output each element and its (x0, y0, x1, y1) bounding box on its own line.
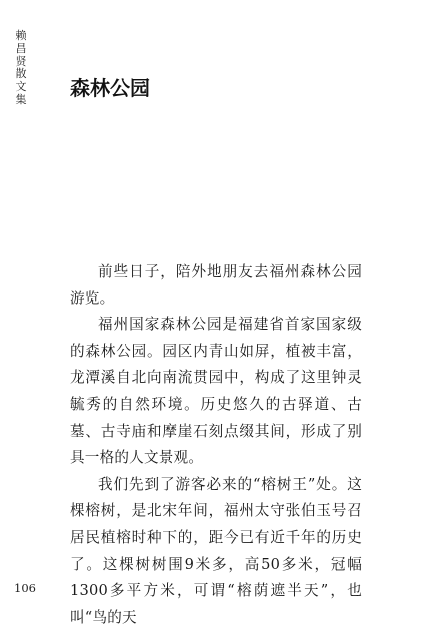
paragraph-1: 前些日子，陪外地朋友去福州森林公园游览。 (70, 263, 362, 307)
body-text (70, 259, 362, 631)
page-number: 106 (14, 581, 36, 595)
paragraph-2: 福州国家森林公园是福建省首家国家级的森林公园。园区内青山如屏，植被丰富，龙潭溪自北向南流贯园中，构成了这里钟灵毓秀的自然环境。历史悠久的古驿道、古墓、古寺庙和摩崖石刻点缀其间，形成了别具一格的人文景观。 (70, 316, 362, 467)
paragraph-3: 我们先到了游客必来的“榕树王”处。这棵榕树，是北宋年间，福州太守张伯玉号召居民植榕时种下的，距今已有近千年的历史了。这棵树树围9米多，高50多米，冠幅1300多平方米，可谓“榕荫遮半天”，也叫“鸟的天 (70, 475, 362, 626)
running-head: 赖昌贤散文集 (15, 29, 27, 106)
chapter-title: 森林公园 (70, 76, 150, 100)
